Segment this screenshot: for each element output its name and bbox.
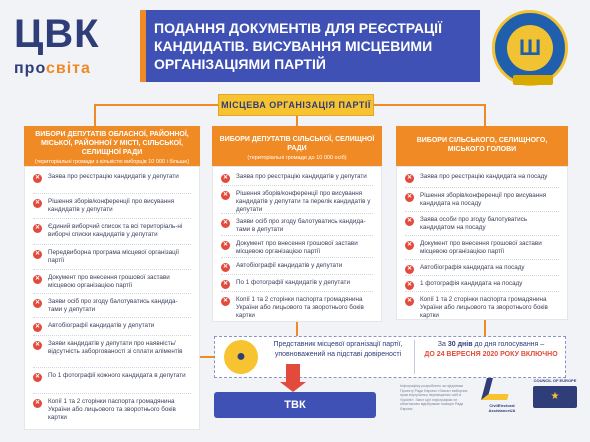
cross-icon: ✕ — [406, 175, 413, 181]
connector-line — [296, 116, 298, 126]
page-title: ПОДАННЯ ДОКУМЕНТІВ ДЛЯ РЕЄСТРАЦІЇ КАНДИДАТІВ. ВИСУВАННЯ МІСЦЕВИМИ ОРГАНІЗАЦІЯМИ ПАРТІЙ — [140, 10, 480, 82]
cross-icon: ✕ — [34, 175, 41, 181]
list-item — [33, 335, 191, 367]
connector-line — [94, 104, 96, 126]
list-item — [33, 367, 191, 393]
connector-line — [296, 322, 298, 336]
connector-line — [374, 104, 484, 106]
logo-sub-b: світа — [46, 60, 91, 77]
item-text: Копії 1 та 2 сторінки паспорта громадянина України або лицьового та зворотнього боків картки — [420, 296, 548, 319]
logo-sub-text — [14, 60, 132, 78]
item-text: Документ про внесення грошової застави місцевою організацією партії — [420, 240, 542, 255]
item-text: Єдиний виборчий список та всі територіаль-ні виборчі списки кандидатів у депутати — [48, 223, 183, 238]
column-list-mayor — [396, 166, 568, 320]
emblem-ribbon — [513, 75, 553, 85]
cvk-logo — [14, 14, 132, 78]
cross-icon: ✕ — [222, 264, 229, 270]
item-text: По 1 фотографії кандидатів у депутати — [236, 279, 350, 286]
cross-icon: ✕ — [406, 266, 413, 272]
item-text: Заява про реєстрацію кандидатів у депутати — [236, 173, 367, 180]
item-text: Копії 1 та 2 сторінки паспорта громадянина України або лицьового та зворотнього боків картки — [236, 296, 364, 319]
list-item — [221, 185, 373, 213]
connector-line — [94, 104, 218, 106]
item-text: Документ про внесення грошової застави місцевою організацією партії — [236, 240, 358, 255]
cross-icon: ✕ — [34, 342, 41, 348]
list-item — [33, 293, 191, 317]
partner2-text: COUNCIL OF EUROPE — [533, 378, 577, 383]
divider — [414, 340, 415, 374]
cross-icon: ✕ — [222, 175, 229, 181]
deadline-prefix: За — [437, 341, 446, 348]
cross-icon: ✕ — [34, 300, 41, 306]
item-text: Автобіографії кандидатів у депутати — [236, 262, 343, 269]
list-item — [33, 169, 191, 193]
deadline-text — [418, 340, 564, 360]
item-text: Заяви осіб про згоду балотуватись кандида-тами у депутати — [48, 298, 178, 313]
column-note: (територіальні громади з кількістю виборців 10 000 і більше) — [34, 159, 190, 165]
item-text: Рішення зборів/конференції про висування кандидатів у депутати — [48, 198, 175, 213]
list-item — [33, 193, 191, 218]
cross-icon: ✕ — [34, 400, 41, 406]
list-item — [405, 187, 559, 211]
list-item — [405, 211, 559, 235]
list-item — [221, 257, 373, 274]
cross-icon: ✕ — [222, 281, 229, 287]
cross-icon: ✕ — [406, 242, 413, 248]
column-title: ВИБОРИ ДЕПУТАТІВ СІЛЬСЬКОЇ, СЕЛИЩНОЇ РАДИ — [219, 136, 375, 152]
cross-icon: ✕ — [34, 251, 41, 257]
item-text: Автобіографія кандидата на посаду — [420, 264, 525, 271]
list-item — [33, 269, 191, 293]
deadline-days: 30 днів — [447, 341, 473, 348]
list-item — [221, 291, 373, 321]
list-item — [221, 213, 373, 235]
list-item — [221, 274, 373, 291]
deadline-mid: до дня голосування – — [474, 341, 545, 348]
list-item — [33, 393, 191, 425]
council-of-europe-logo — [530, 378, 580, 418]
column-header-mayor — [396, 126, 568, 166]
logo-main-text: ЦВК — [14, 12, 100, 56]
cross-icon: ✕ — [222, 192, 229, 198]
list-item — [405, 259, 559, 275]
checkmark-icon — [481, 378, 513, 400]
connector-line — [484, 104, 486, 126]
item-text: Заява особи про згоду балотуватись кандидатом на посаду — [420, 216, 528, 231]
cross-icon: ✕ — [34, 276, 41, 282]
item-text: Документ про внесення грошової застави місцевою організацією партії — [48, 274, 170, 289]
arrow-down-icon — [286, 364, 300, 384]
column-list-regional — [24, 166, 200, 430]
trident-icon: Ш — [507, 25, 553, 71]
eu-stars-icon: ★ — [533, 386, 577, 408]
item-text: Заява про реєстрацію кандидата на посаду — [420, 173, 548, 180]
cross-icon: ✕ — [222, 242, 229, 248]
item-text: Заяви кандидатів у депутати про наявність/відсутність заборгованості зі сплати аліментів — [48, 340, 183, 355]
item-text: Автобіографії кандидатів у депутати — [48, 322, 155, 329]
list-item — [33, 218, 191, 244]
item-text: Заява про реєстрацію кандидатів у депутати — [48, 173, 179, 180]
column-header-regional — [24, 126, 200, 166]
cross-icon: ✕ — [34, 200, 41, 206]
cross-icon: ✕ — [406, 218, 413, 224]
connector-line — [484, 320, 486, 336]
item-text: Копії 1 та 2 сторінки паспорта громадянина України або лицьового та зворотнього боків картки — [48, 398, 176, 421]
cross-icon: ✕ — [222, 298, 229, 304]
connector-line — [200, 356, 214, 358]
cvk-emblem-icon — [492, 10, 568, 86]
column-title: ВИБОРИ СІЛЬСЬКОГО, СЕЛИЩНОГО, МІСЬКОГО ГОЛОВИ — [416, 137, 548, 153]
footnote: Інфографіку розроблено за підтримки Проекту Ради Європи «Захист виборчих прав внутрішньо переміщених осіб в Україні». Зміст цієї інфографіки не обов'язково відображає позицію Ради Європи. — [400, 384, 468, 411]
list-item — [405, 291, 559, 319]
partner1-text: CivilElectoral AssistanceUA — [488, 403, 516, 413]
logo-sub-a: про — [14, 60, 46, 77]
local-party-org-box: МІСЦЕВА ОРГАНІЗАЦІЯ ПАРТІЇ — [218, 94, 374, 116]
column-note: (територіальні громади до 10 000 осіб) — [247, 155, 347, 161]
person-icon: ● — [224, 340, 258, 374]
item-text: По 1 фотографії кожного кандидата в депутати — [48, 372, 186, 379]
civil-electoral-assistance-logo — [478, 378, 526, 418]
column-title: ВИБОРИ ДЕПУТАТІВ ОБЛАСНОЇ, РАЙОННОЇ, МІСЬКОЇ, РАЙОННОЇ У МІСТІ, СІЛЬСЬКОЇ, СЕЛИЩНОЇ РАДИ — [35, 131, 189, 156]
item-text: Передвиборна програма місцевої організації партії — [48, 249, 179, 264]
cross-icon: ✕ — [406, 298, 413, 304]
item-text: Рішення зборів/конференції про висування кандидата на посаду — [420, 192, 547, 207]
list-item — [33, 317, 191, 335]
tvk-box: ТВК — [214, 392, 376, 418]
representative-text: Представник місцевої організації партії, уповноважений на підставі довіреності — [273, 341, 403, 358]
cross-icon: ✕ — [222, 220, 229, 226]
column-list-village — [212, 166, 382, 322]
list-item — [33, 244, 191, 269]
item-text: Заяви осіб про згоду балотуватись кандида-тами в депутати — [236, 218, 366, 233]
list-item — [405, 169, 559, 187]
list-item — [221, 169, 373, 185]
list-item — [405, 235, 559, 259]
cross-icon: ✕ — [34, 324, 41, 330]
item-text: 1 фотографія кандидата на посаду — [420, 280, 523, 287]
cross-icon: ✕ — [406, 194, 413, 200]
column-header-village — [212, 126, 382, 166]
item-text: Рішення зборів/конференції про висування кандидатів у депутати та перелік кандидатів у депутати — [236, 190, 371, 213]
list-item — [405, 275, 559, 291]
deadline-date: ДО 24 ВЕРЕСНЯ 2020 РОКУ ВКЛЮЧНО — [424, 351, 558, 358]
cross-icon: ✕ — [34, 374, 41, 380]
cross-icon: ✕ — [34, 225, 41, 231]
list-item — [221, 235, 373, 257]
cross-icon: ✕ — [406, 282, 413, 288]
